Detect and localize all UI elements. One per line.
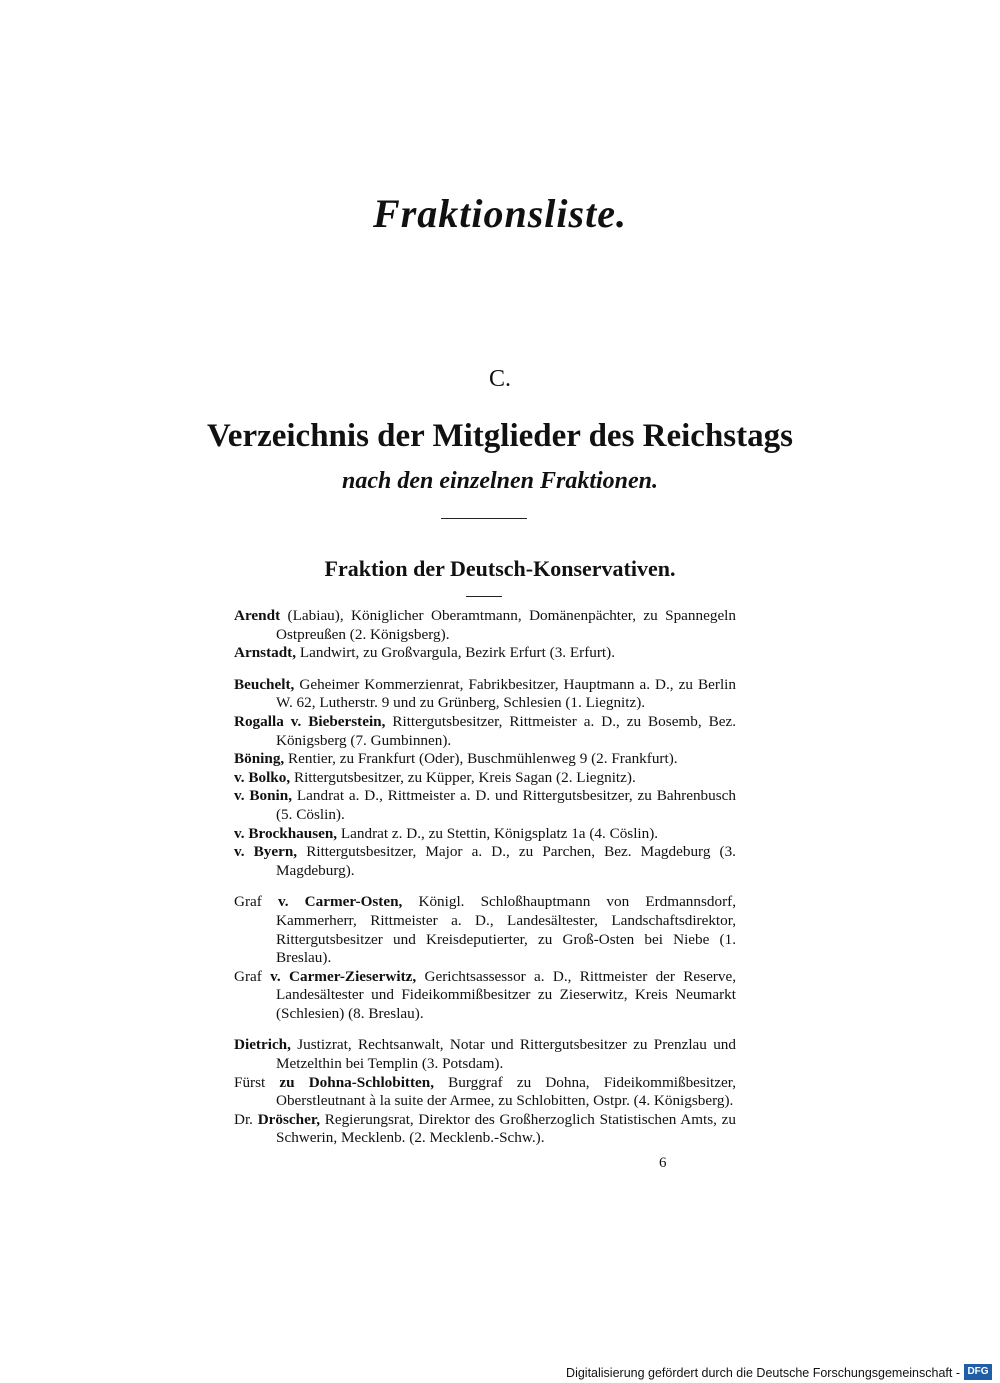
dfg-logo: DFG: [964, 1364, 992, 1380]
member-name: v. Carmer-Zieserwitz,: [270, 967, 417, 985]
member-description: Burggraf zu Dohna, Fideikommißbesitzer, Oberstleutnant à la suite der Armee, zu Schlobitten, Ostpr. (4. Königsberg).: [276, 1073, 737, 1110]
member-group: [234, 676, 736, 881]
member-list: [234, 607, 736, 1148]
member-entry: [234, 893, 736, 967]
member-name: Rogalla v. Bieberstein,: [234, 712, 386, 730]
member-description: Regierungsrat, Direktor des Großherzoglich Statistischen Amts, zu Schwerin, Mecklenb. (2. Mecklenb.-Schw.).: [276, 1110, 736, 1147]
member-entry: [234, 750, 736, 769]
fraction-title: Fraktion der Deutsch-Konservativen.: [324, 556, 676, 581]
divider-rule-small: [466, 596, 502, 597]
divider-rule: [441, 518, 527, 519]
member-group: [234, 1036, 736, 1148]
member-description: (Labiau), Königlicher Oberamtmann, Domänenpächter, zu Spannegeln Ostpreußen (2. Königsberg).: [276, 607, 736, 643]
member-prefix: Fürst: [234, 1073, 280, 1091]
member-name: v. Carmer-Osten,: [277, 893, 403, 911]
member-description: Rittergutsbesitzer, Rittmeister a. D., zu Bosemb, Bez. Königsberg (7. Gumbinnen).: [276, 712, 736, 749]
member-name: v. Brockhausen,: [234, 824, 338, 842]
member-entry: [234, 644, 736, 663]
member-name: Dröscher,: [257, 1110, 320, 1128]
footer-credit: Digitalisierung gefördert durch die Deutsche Forschungsgemeinschaft -: [566, 1366, 960, 1380]
member-group: [234, 893, 736, 1023]
member-description: Landrat a. D., Rittmeister a. D. und Rittergutsbesitzer, zu Bahrenbusch (5. Cöslin).: [276, 787, 736, 823]
member-description: Landrat z. D., zu Stettin, Königsplatz 1a (4. Cöslin).: [337, 824, 659, 842]
member-prefix: Graf: [234, 967, 271, 985]
member-entry: [234, 769, 736, 788]
heading-line-2: nach den einzelnen Fraktionen.: [341, 468, 659, 494]
member-description: Geheimer Kommerzienrat, Fabrikbesitzer, Hauptmann a. D., zu Berlin W. 62, Lutherstr. 9 und zu Grünberg, Schlesien (1. Liegnitz).: [276, 675, 736, 712]
member-name: zu Dohna-Schlobitten,: [279, 1073, 435, 1091]
section-letter: C.: [488, 366, 511, 392]
member-entry: [234, 1074, 736, 1111]
member-name: Arendt: [234, 607, 281, 624]
member-description: Landwirt, zu Großvargula, Bezirk Erfurt (3. Erfurt).: [296, 644, 615, 662]
member-name: Beuchelt,: [234, 675, 295, 693]
member-entry: [234, 787, 736, 824]
member-name: Arnstadt,: [234, 644, 297, 662]
member-name: Dietrich,: [234, 1036, 291, 1054]
main-title: Fraktionsliste.: [373, 191, 627, 236]
member-description: Königl. Schloßhauptmann von Erdmannsdorf, Kammerherr, Rittmeister a. D., Landesältester, Landschaftsdirektor, Rittergutsbesitzer und Kreisdeputierter, zu Groß-Osten bei Niebe (1. Breslau).: [276, 893, 737, 967]
heading-line-1: Verzeichnis der Mitglieder des Reichstags: [207, 418, 793, 454]
page-number: 6: [659, 1155, 667, 1171]
member-entry: [234, 968, 736, 1024]
member-entry: [234, 1036, 736, 1073]
member-prefix: Dr.: [234, 1110, 258, 1128]
member-entry: [234, 1111, 736, 1148]
member-name: v. Bonin,: [234, 787, 293, 805]
member-prefix: Graf: [234, 893, 278, 911]
member-description: Rittergutsbesitzer, Major a. D., zu Parchen, Bez. Magdeburg (3. Magdeburg).: [276, 843, 736, 879]
member-entry: [234, 713, 736, 750]
member-group: [234, 607, 736, 663]
member-entry: [234, 607, 736, 644]
member-description: Gerichtsassessor a. D., Rittmeister der Reserve, Landesältester und Fideikommißbesitzer zu Zieserwitz, Kreis Neumarkt (Schlesien) (8. Breslau).: [276, 967, 736, 1022]
member-name: v. Bolko,: [234, 768, 291, 786]
member-description: Justizrat, Rechtsanwalt, Notar und Rittergutsbesitzer zu Prenzlau und Metzelthin bei Templin (3. Potsdam).: [276, 1036, 736, 1073]
member-description: Rentier, zu Frankfurt (Oder), Buschmühlenweg 9 (2. Frankfurt).: [284, 750, 678, 768]
member-name: v. Byern,: [234, 843, 298, 861]
member-name: Böning,: [234, 750, 285, 768]
member-entry: [234, 676, 736, 713]
member-description: Rittergutsbesitzer, zu Küpper, Kreis Sagan (2. Liegnitz).: [290, 768, 636, 786]
member-entry: [234, 825, 736, 844]
member-entry: [234, 843, 736, 880]
